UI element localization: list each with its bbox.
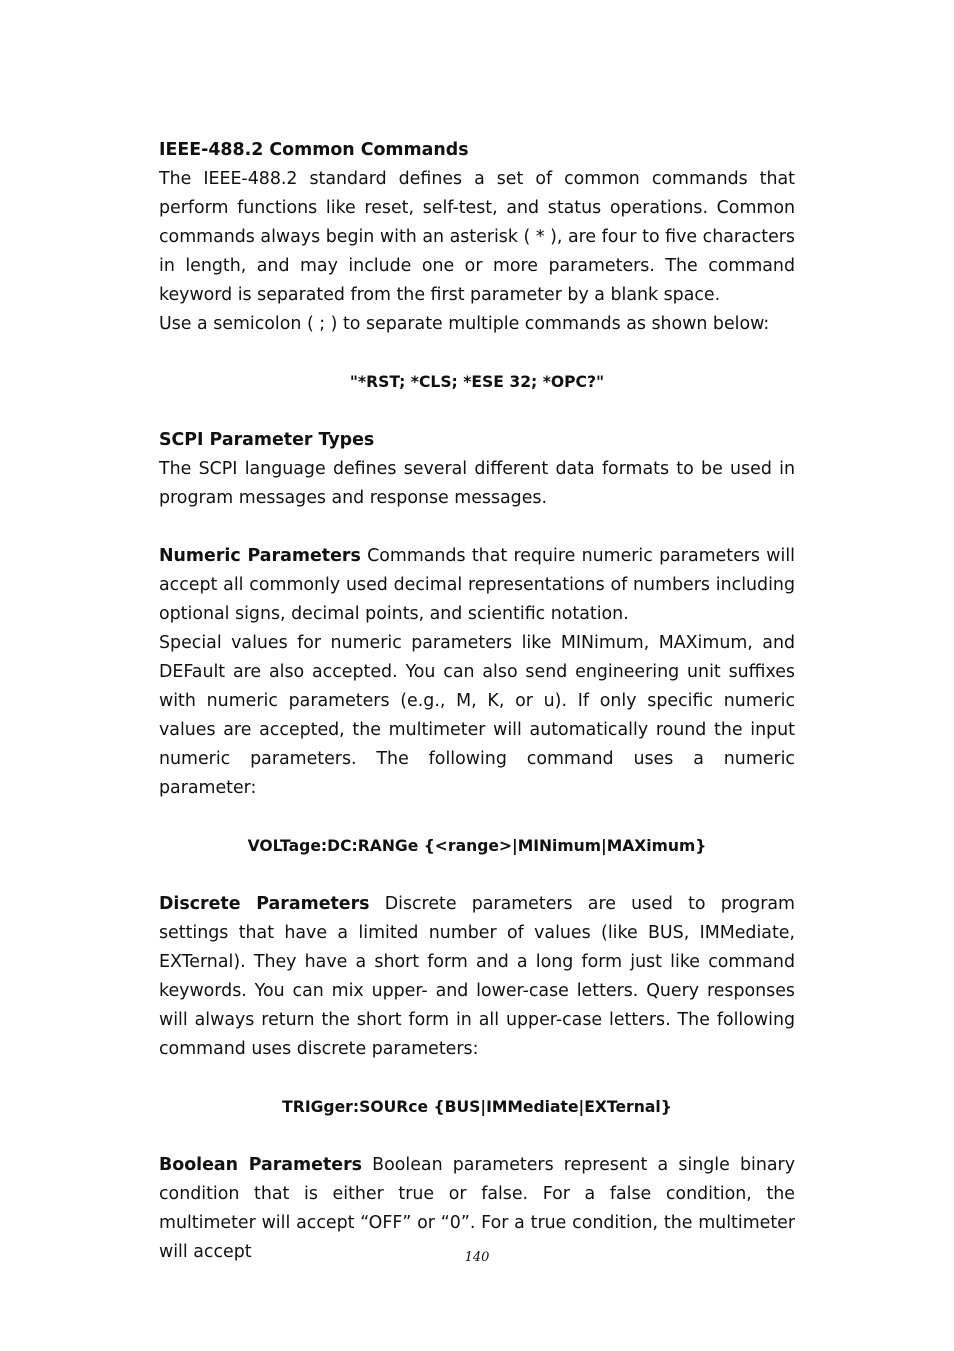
- special-values-paragraph: Special values for numeric parameters like MINimum, MAXimum, and DEFault are also accepted. You can also send engineering unit suffixes with numeric parameters (e.g., M, K, or u). If only specific numeric values are accepted, the multimeter will automatically round the input numeric parameters. The following command uses a numeric parameter:: [159, 633, 795, 798]
- spacer: [159, 397, 795, 426]
- spacer: [159, 1064, 795, 1093]
- section-heading-parameter-types: SCPI Parameter Types: [159, 430, 375, 450]
- common-commands-paragraph: The IEEE-488.2 standard defines a set of common commands that perform functions like reset, self-test, and status operations. Common commands always begin with an asterisk ( * ), are four to five characters in length, and may include one or more parameters. The command keyword is separated from the first parameter by a blank space.: [159, 169, 795, 305]
- spacer: [159, 513, 795, 542]
- numeric-parameters-text: Commands that require numeric parameters will accept all commonly used decimal representations of numbers including optional signs, decimal points, and scientific notation.: [159, 546, 796, 624]
- page-content: [159, 136, 795, 1267]
- boolean-parameters-lead: Boolean Parameters: [159, 1155, 362, 1175]
- numeric-parameters-paragraph: [159, 542, 795, 629]
- spacer: [159, 1122, 795, 1151]
- discrete-parameters-lead: Discrete Parameters: [159, 894, 370, 914]
- boolean-parameters-text: Boolean parameters represent a single binary condition that is either true or false. For a false condition, the multimeter will accept “OFF” or “0”. For a true condition, the multimeter will accept: [159, 1155, 795, 1262]
- numeric-parameter-example: VOLTage:DC:RANGe {<range>|MINimum|MAXimum}: [247, 837, 707, 855]
- numeric-parameters-lead: Numeric Parameters: [159, 546, 361, 566]
- common-commands-example: "*RST; *CLS; *ESE 32; *OPC?": [349, 373, 605, 391]
- spacer: [159, 803, 795, 832]
- spacer: [159, 861, 795, 890]
- discrete-parameters-paragraph: [159, 890, 795, 1064]
- parameter-types-paragraph: The SCPI language defines several different data formats to be used in program messages and response messages.: [159, 459, 795, 508]
- semicolon-paragraph: Use a semicolon ( ; ) to separate multiple commands as shown below:: [159, 314, 770, 334]
- discrete-parameter-example: TRIGger:SOURce {BUS|IMMediate|EXTernal}: [282, 1098, 672, 1116]
- discrete-parameters-text: Discrete parameters are used to program settings that have a limited number of values (like BUS, IMMediate, EXTernal). They have a short form and a long form just like command keywords. You can mix upper- and lower-case letters. Query responses will always return the short form in all upper-case letters. The following command uses discrete parameters:: [159, 894, 795, 1059]
- page-number: 140: [464, 1250, 490, 1265]
- section-heading-common-commands: IEEE-488.2 Common Commands: [159, 140, 469, 160]
- spacer: [159, 339, 795, 368]
